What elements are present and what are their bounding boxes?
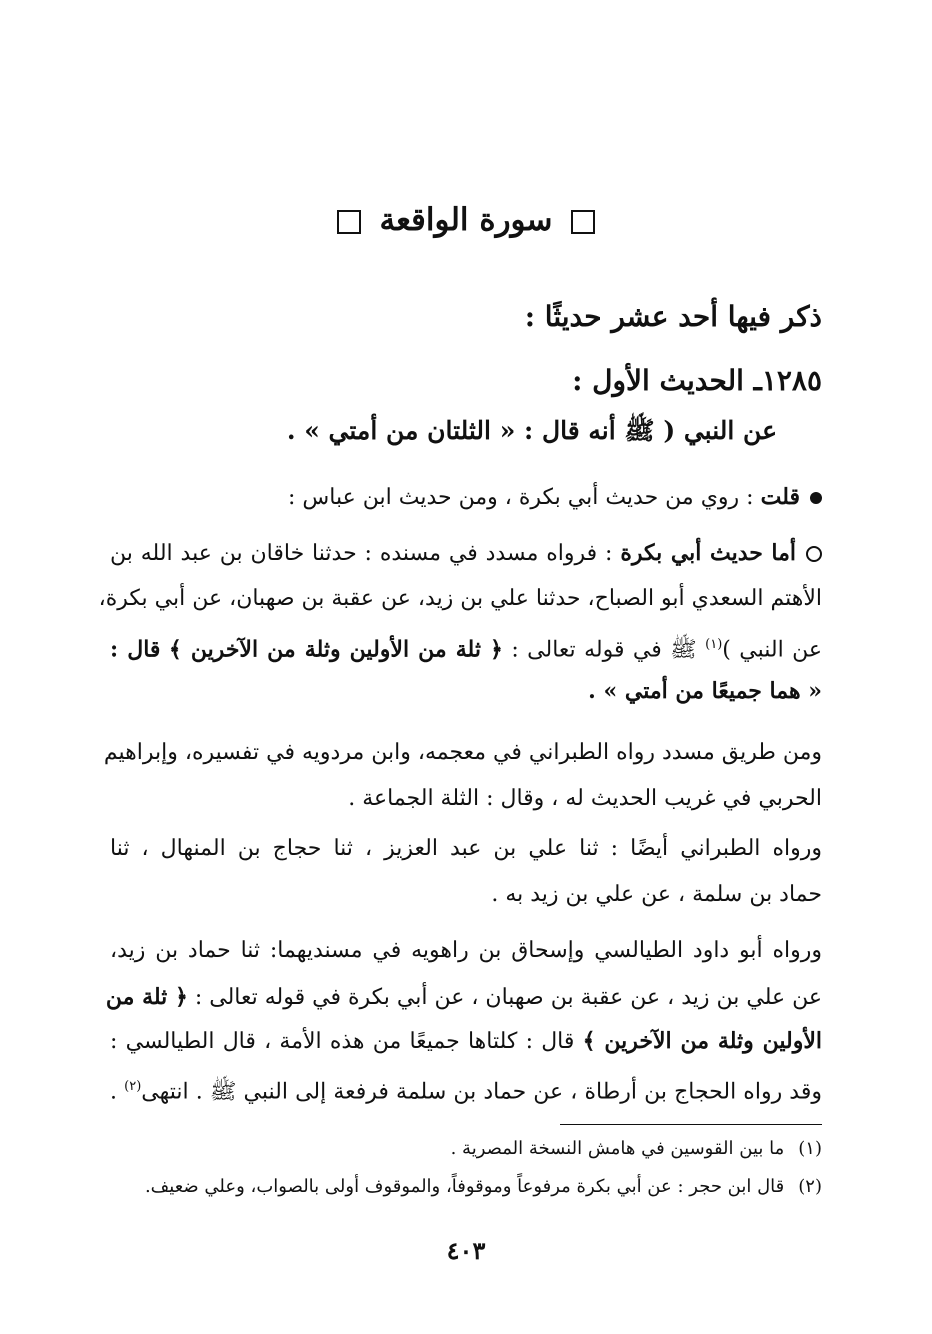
footnote-2 [145, 1172, 822, 1202]
abu-bakra-line3-b: ﷺ في قوله تعالى : [511, 637, 697, 663]
footnote-ref-1: (١) [705, 637, 723, 652]
abu-bakra-line3-a: عن النبي ) [722, 637, 823, 663]
quran-quote-end: الأولين وثلة من الآخرين ﴾ [582, 1028, 823, 1054]
qult-paragraph [288, 480, 822, 515]
abudawud-line-1: ورواه أبو داود الطيالسي وإسحاق بن راهويه في مسنديهما: ثنا حماد بن زيد، [110, 938, 822, 963]
abu-bakra-lead: أما حديث أبي بكرة [620, 540, 796, 566]
abudawud-line2-a: عن علي بن زيد ، عن عقبة بن صهبان ، عن أبي بكرة في قوله تعالى : [194, 985, 822, 1010]
abudawud-line-4 [110, 1070, 822, 1109]
title-box-icon [571, 210, 595, 234]
abu-bakra-line-1 [110, 536, 822, 571]
footnote-ref-2: (٢) [124, 1079, 142, 1094]
abu-bakra-line3-c: قال : [110, 636, 161, 663]
section-intro: ذكر فيها أحد عشر حديثًا : [524, 300, 822, 333]
tabarani2-line-2: حماد بن سلمة ، عن علي بن زيد به . [491, 882, 822, 907]
abu-bakra-line-2: الأهتم السعدي أبو الصباح، حدثنا علي بن زيد، عن عقبة بن صهبان، عن أبي بكرة، [98, 586, 822, 611]
tabarani-line-1: ومن طريق مسدد رواه الطبراني في معجمه، وابن مردويه في تفسيره، وإبراهيم [103, 740, 822, 765]
quran-quote-start: ﴿ ثلة من [105, 984, 188, 1010]
surah-title [0, 196, 932, 244]
footnote-2-number: (٢) [798, 1176, 822, 1197]
footnote-divider [560, 1124, 822, 1125]
abudawud-line-2 [105, 980, 822, 1015]
tabarani2-line-1: ورواه الطبراني أيضًا : ثنا علي بن عبد العزيز ، ثنا حجاج بن المنهال ، ثنا [110, 836, 822, 861]
abu-bakra-line-3 [110, 628, 822, 667]
footnote-2-text: قال ابن حجر : عن أبي بكرة مرفوعاً وموقوفاً، والموقوف أولى بالصواب، وعلي ضعيف. [144, 1176, 785, 1197]
surah-title-text: سورة الواقعة [379, 202, 553, 238]
footnote-1-number: (١) [798, 1138, 822, 1159]
abudawud-line4-b: . [110, 1079, 117, 1105]
bullet-icon [810, 492, 822, 504]
abu-bakra-line-4: « هما جميعًا من أمتي » . [588, 678, 822, 704]
circle-icon [806, 546, 822, 562]
footnote-1-text: ما بين القوسين في هامش النسخة المصرية . [450, 1138, 785, 1159]
tabarani-line-2: الحربي في غريب الحديث له ، وقال : الثلة الجماعة . [348, 786, 822, 811]
title-box-icon [337, 210, 361, 234]
quran-quote: ﴿ ثلة من الأولين وثلة من الآخرين ﴾ [168, 636, 503, 663]
abudawud-line4-a: وقد رواه الحجاج بن أرطاة ، عن حماد بن سلمة فرفعة إلى النبي ﷺ . انتهى [141, 1079, 822, 1105]
abu-bakra-text: : فرواه مسدد في مسنده : حدثنا خاقان بن عبد الله بن [110, 541, 613, 566]
qult-text: : روي من حديث أبي بكرة ، ومن حديث ابن عباس : [288, 485, 754, 510]
abudawud-line-3 [110, 1024, 822, 1059]
footnote-1 [451, 1134, 822, 1164]
hadith-text: عن النبي ( ﷺ أنه قال : « الثلتان من أمتي » . [286, 416, 777, 445]
qult-lead: قلت [760, 484, 800, 510]
hadith-heading: ١٢٨٥ـ الحديث الأول : [572, 364, 822, 397]
abudawud-line3-b: قال : كلتاها جميعًا من هذه الأمة ، قال الطيالسي : [110, 1029, 575, 1054]
page-number: ٤٠٣ [446, 1236, 486, 1265]
